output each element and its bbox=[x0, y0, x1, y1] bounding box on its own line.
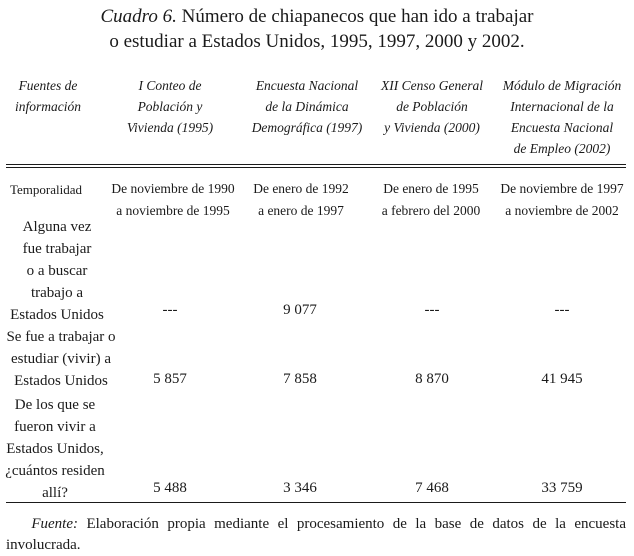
title-label: Cuadro 6. bbox=[100, 6, 177, 27]
temporalidad-1997: De enero de 1992 a enero de 1997 bbox=[253, 181, 349, 218]
temporalidad-2002: De noviembre de 1997 a noviembre de 2002 bbox=[500, 181, 624, 218]
title-line-1 bbox=[0, 4, 634, 29]
title-text-1: Número de chiapanecos que han ido a trabajar bbox=[181, 6, 534, 27]
value-row3-2000: 7 468 bbox=[415, 480, 449, 496]
temporalidad-1995: De noviembre de 1990 a noviembre de 1995 bbox=[111, 181, 235, 218]
value-row2-1995: 5 857 bbox=[153, 371, 187, 387]
title-line-2: o estudiar a Estados Unidos, 1995, 1997, 2000 y 2002. bbox=[109, 31, 525, 52]
header-encuesta-1997: Encuesta Nacional de la Dinámica Demográfica (1997) bbox=[251, 78, 363, 135]
table-title bbox=[0, 4, 634, 54]
temporalidad-2000: De enero de 1995 a febrero del 2000 bbox=[381, 181, 481, 218]
header-sources: Fuentes de información bbox=[15, 78, 81, 114]
row-label-se-fue: Se fue a trabajar o estudiar (vivir) a Estados Unidos bbox=[6, 329, 116, 389]
header-divider-bottom bbox=[6, 167, 626, 168]
value-row1-1997: 9 077 bbox=[283, 302, 317, 318]
value-row2-2002: 41 945 bbox=[541, 371, 583, 387]
source-label: Fuente: bbox=[31, 516, 78, 532]
table-bottom-rule bbox=[6, 502, 626, 503]
row-label-residen: De los que se fueron vivir a Estados Unidos, ¿cuántos residen allí? bbox=[5, 397, 105, 501]
source-text: Elaboración propia mediante el procesamiento de la base de datos de la encuesta involucrada. bbox=[6, 516, 626, 553]
header-censo-2000: XII Censo General de Población y Vivienda (2000) bbox=[381, 78, 483, 135]
row-label-alguna-vez: Alguna vez fue trabajar o a buscar trabajo a Estados Unidos bbox=[10, 219, 104, 323]
value-row1-2002: --- bbox=[554, 302, 570, 318]
header-conteo-1995: I Conteo de Población y Vivienda (1995) bbox=[126, 78, 214, 135]
value-row3-2002: 33 759 bbox=[541, 480, 583, 496]
value-row3-1995: 5 488 bbox=[153, 480, 187, 496]
row-label-temporalidad: Temporalidad bbox=[10, 182, 83, 197]
value-row1-2000: --- bbox=[424, 302, 440, 318]
header-modulo-2002: Módulo de Migración Internacional de la Encuesta Nacional de Empleo (2002) bbox=[502, 78, 622, 156]
source-note bbox=[6, 514, 626, 556]
value-row3-1997: 3 346 bbox=[283, 480, 317, 496]
value-row1-1995: --- bbox=[162, 302, 178, 318]
header-divider-top bbox=[6, 164, 626, 165]
value-row2-1997: 7 858 bbox=[283, 371, 317, 387]
value-row2-2000: 8 870 bbox=[415, 371, 449, 387]
